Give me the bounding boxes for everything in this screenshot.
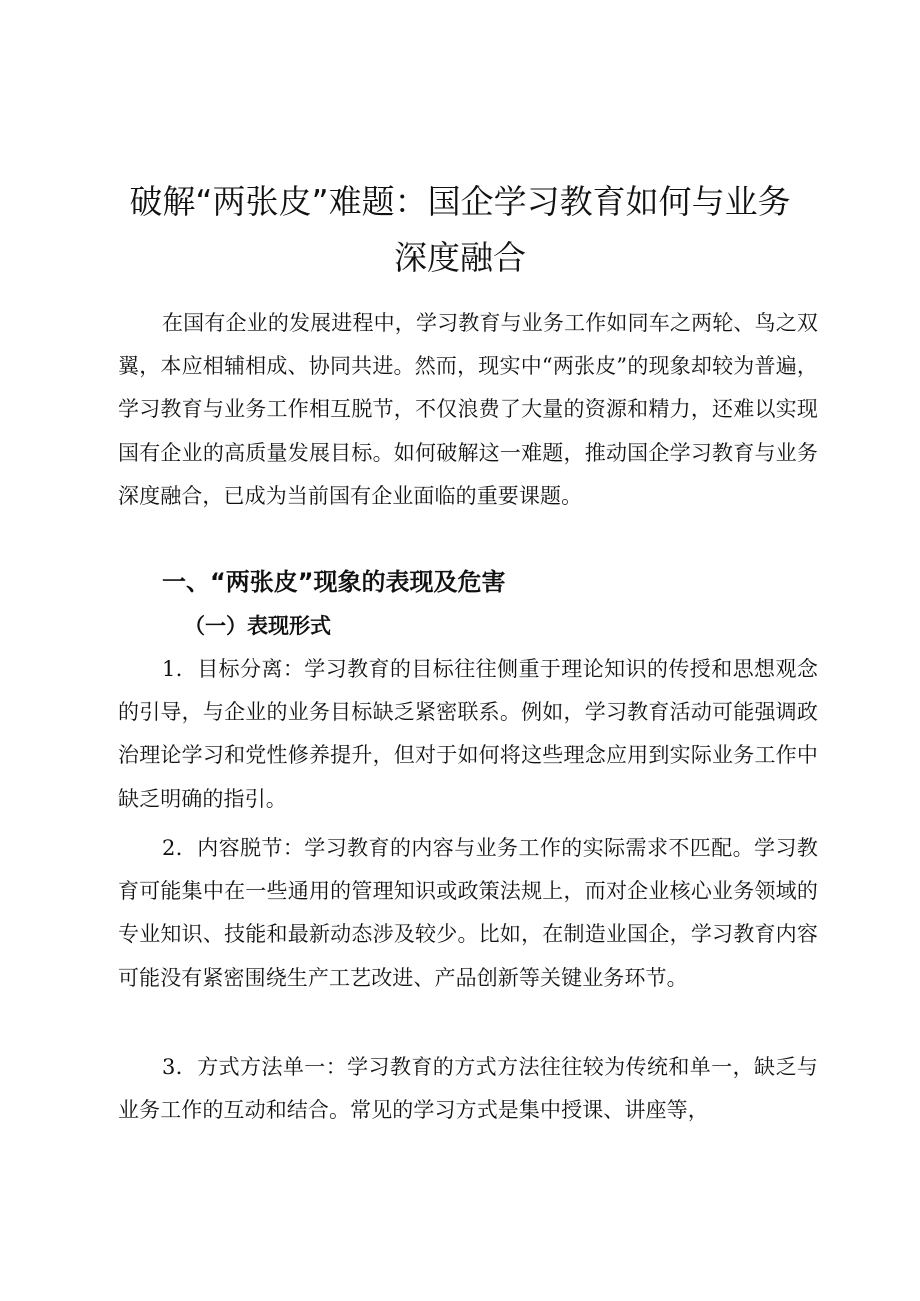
- list-item-content-disconnect: 2．内容脱节：学习教育的内容与业务工作的实际需求不匹配。学习教育可能集中在一些通用的管理知识或政策法规上，而对企业核心业务领域的专业知识、技能和最新动态涉及较少。比如，在制造业国企，学习教育内容可能没有紧密围绕生产工艺改进、产品创新等关键业务环节。: [118, 836, 818, 990]
- list-item-goal-separation: 1．目标分离：学习教育的目标往往侧重于理论知识的传授和思想观念的引导，与企业的业务目标缺乏紧密联系。例如，学习教育活动可能强调政治理论学习和党性修养提升，但对于如何将这些理念应用到实际业务工作中缺乏明确的指引。: [118, 657, 818, 811]
- document-title: [100, 174, 820, 286]
- list-item-single-method: 3．方式方法单一：学习教育的方式方法往往较为传统和单一，缺乏与业务工作的互动和结合。常见的学习方式是集中授课、讲座等，: [118, 1055, 818, 1123]
- title-line-2: 深度融合: [394, 238, 526, 278]
- intro-paragraph: 在国有企业的发展进程中，学习教育与业务工作如同车之两轮、鸟之双翼，本应相辅相成、协同共进。然而，现实中“两张皮”的现象却较为普遍，学习教育与业务工作相互脱节，不仅浪费了大量的资源和精力，还难以实现国有企业的高质量发展目标。如何破解这一难题，推动国企学习教育与业务深度融合，已成为当前国有企业面临的重要课题。: [118, 311, 818, 508]
- title-line-1: 破解“两张皮”难题：国企学习教育如何与业务: [129, 182, 791, 222]
- section-heading: 一、“两张皮”现象的表现及危害: [162, 568, 506, 596]
- subsection-heading: （一）表现形式: [184, 613, 331, 638]
